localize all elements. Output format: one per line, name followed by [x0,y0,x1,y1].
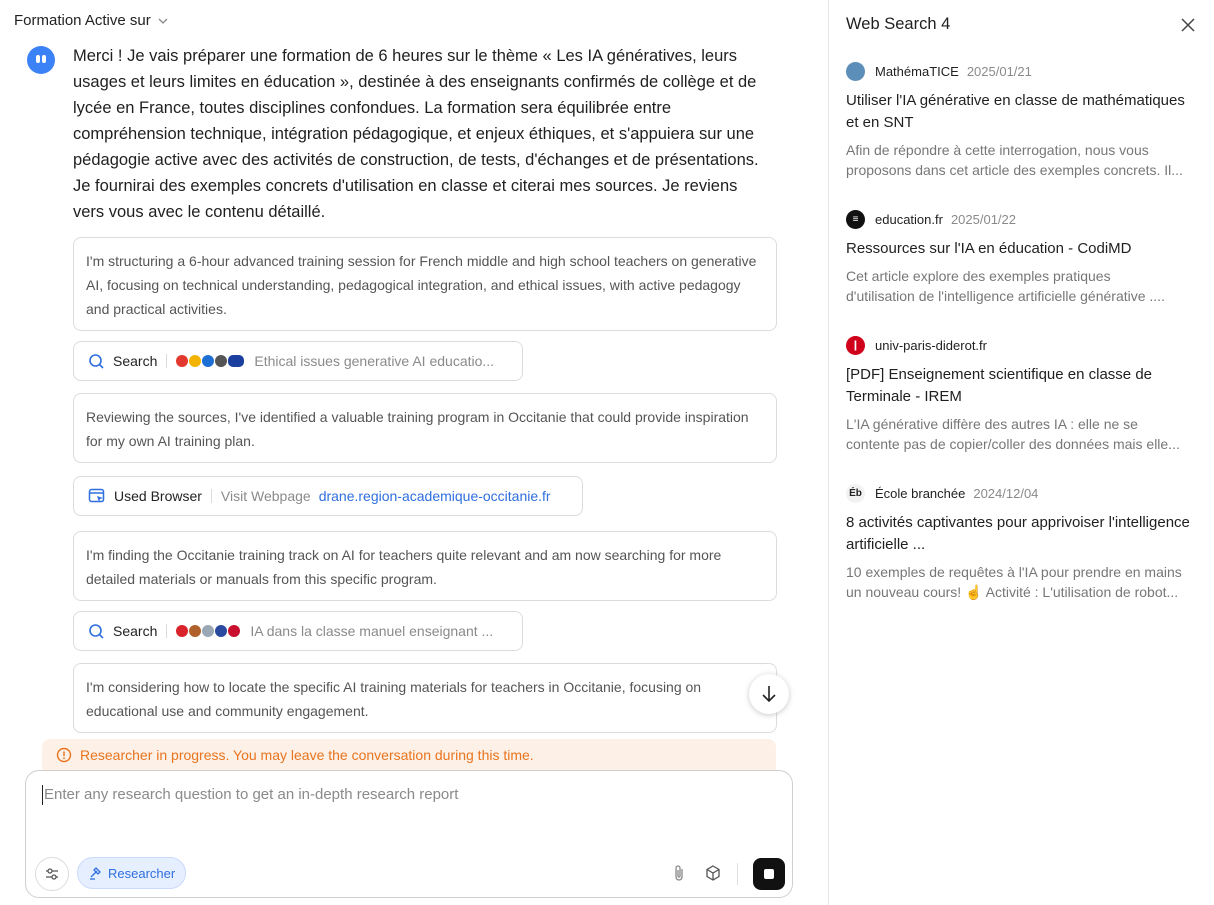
result-title[interactable]: Ressources sur l'IA en éducation - CodiMD [846,240,1132,257]
search-query: Ethical issues generative AI educatio... [254,353,495,369]
researcher-mode-label: Researcher [108,865,176,881]
assistant-message: Merci ! Je vais préparer une formation de 6 heures sur le thème « Les IA génératives, leurs usages et leurs limites en éducation », destinée à des enseignants confirmés de collège et de lycée en France, toutes disciplines confondues. La formation sera équilibrée entre compréhension technique, intégration pédagogique, et enjeux éthiques, et s'appuiera sur une pédagogie active avec des activités de construction, de tests, d'échanges et de présentations. Je fournirai des exemples concrets d'utilisation en classe et citerai mes sources. Je reviens vers vous avec le contenu détaillé. [73,47,759,221]
result-snippet: Cet article explore des exemples pratiques d'utilisation de l'intelligence artificielle générative .... [846,268,1165,304]
result-date: 2024/12/04 [973,485,1039,501]
scroll-down-button[interactable] [749,674,789,714]
source-favicons [176,625,240,637]
result-source: education.fr [875,211,943,227]
search-step-label: Search [113,353,158,369]
assistant-avatar [27,46,55,74]
composer [25,770,793,898]
search-query: IA dans la classe manuel enseignant ... [250,623,494,639]
search-step[interactable] [73,341,523,381]
search-result[interactable] [846,483,1198,602]
browser-icon [88,487,106,505]
arrow-down-icon [761,685,777,703]
result-date: 2025/01/21 [966,63,1032,79]
researcher-mode-button[interactable] [77,857,186,889]
research-question-input[interactable]: Enter any research question to get an in-depth research report [42,785,762,805]
search-result[interactable] [846,209,1198,306]
info-icon [56,747,72,763]
sliders-icon [44,866,60,882]
close-icon[interactable] [1179,16,1197,34]
thinking-step: I'm considering how to locate the specific AI training materials for teachers in Occitanie, focusing on educational use and community engagement. [73,663,777,733]
result-snippet: Afin de répondre à cette interrogation, nous vous proposons dans cet article des exemples concrets. Il... [846,142,1183,178]
result-snippet: 10 exemples de requêtes à l'IA pour prendre en mains un nouveau cours! ☝️ Activité : L'utilisation de robot... [846,564,1182,600]
result-snippet: L'IA générative diffère des autres IA : elle ne se contente pas de copier/coller des données mais elle... [846,416,1180,452]
settings-button[interactable] [35,857,69,891]
search-icon [88,353,105,370]
conversation-title[interactable] [14,12,169,29]
result-source: MathémaTICE [875,63,959,79]
result-source: École branchée [875,485,966,501]
researcher-icon [88,866,102,880]
univ-paris-favicon: ❙ [846,336,865,355]
result-title[interactable]: 8 activités captivantes pour apprivoiser l'intelligence artificielle ... [846,514,1190,553]
mathematice-favicon [846,62,865,81]
chevron-down-icon [157,15,169,27]
ecole-branchee-favicon: Éb [846,484,865,503]
search-step-label: Search [113,623,158,639]
thinking-step: I'm structuring a 6-hour advanced training session for French middle and high school teachers on generative AI, focusing on technical understanding, pedagogical integration, and ethical issues, with active pedagogy and practical activities. [73,237,777,331]
attach-icon[interactable] [672,864,686,882]
status-banner-text: Researcher in progress. You may leave the conversation during this time. [80,747,534,763]
result-date: 2025/01/22 [950,211,1017,227]
result-source: univ-paris-diderot.fr [875,337,987,353]
education-fr-favicon: ≡ [846,210,865,229]
browser-action: Visit Webpage [220,488,311,504]
stop-icon [764,869,774,879]
thinking-step: Reviewing the sources, I've identified a valuable training program in Occitanie that could provide inspiration for my own AI training plan. [73,393,777,463]
browser-url-link[interactable]: drane.region-academique-occitanie.fr [318,488,551,504]
source-favicons [176,355,244,367]
search-icon [88,623,105,640]
result-title[interactable]: [PDF] Enseignement scientifique en classe de Terminale - IREM [846,366,1152,405]
search-step[interactable] [73,611,523,651]
stop-button[interactable] [753,858,785,890]
panel-title: Web Search 4 [846,15,951,33]
conversation-title-text: Formation Active sur [14,12,151,29]
result-title[interactable]: Utiliser l'IA générative en classe de mathématiques et en SNT [846,92,1185,131]
status-banner [42,739,776,771]
search-result[interactable] [846,335,1198,454]
thinking-step: I'm finding the Occitanie training track on AI for teachers quite relevant and am now searching for more detailed materials or manuals from this specific program. [73,531,777,601]
search-result[interactable] [846,61,1198,180]
browser-step-label: Used Browser [114,488,202,504]
cube-icon[interactable] [704,864,722,882]
web-search-panel [828,0,1214,905]
browser-step[interactable] [73,476,583,516]
